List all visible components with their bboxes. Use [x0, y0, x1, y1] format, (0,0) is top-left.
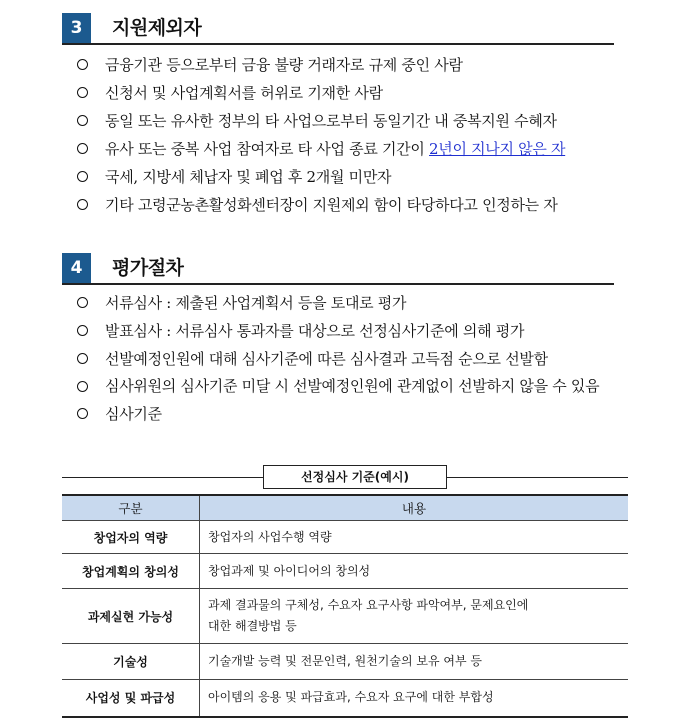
criteria-table — [62, 494, 628, 718]
circle-bullet-icon — [77, 353, 88, 364]
list-item: 금융기관 등으로부터 금융 불량 거래자로 규제 중인 사람 — [77, 51, 637, 79]
criteria-value-line: 대한 해결방법 등 — [208, 619, 297, 633]
circle-bullet-icon — [77, 171, 88, 182]
criteria-value: 기술개발 능력 및 전문인력, 원천기술의 보유 여부 등 — [200, 644, 629, 680]
table-caption: 선정심사 기준(예시) — [263, 465, 447, 489]
criteria-value — [200, 589, 629, 644]
criteria-value: 창업자의 사업수행 역량 — [200, 521, 629, 554]
list-item: 선발예정인원에 대해 심사기준에 따른 심사결과 고득점 순으로 선발함 — [77, 345, 637, 373]
table-row — [62, 644, 628, 680]
table-row — [62, 680, 628, 717]
section-3-title: 지원제외자 — [112, 17, 202, 39]
circle-bullet-icon — [77, 143, 88, 154]
circle-bullet-icon — [77, 381, 88, 392]
section-4-header — [62, 253, 614, 285]
table-row — [62, 521, 628, 554]
list-item: 서류심사 : 제출된 사업계획서 등을 토대로 평가 — [77, 289, 637, 317]
section-3-number: 3 — [62, 13, 91, 43]
section-4-title: 평가절차 — [112, 257, 184, 279]
list-item: 기타 고령군농촌활성화센터장이 지원제외 함이 타당하다고 인정하는 자 — [77, 191, 637, 219]
list-item: 국세, 지방세 체납자 및 폐업 후 2개월 미만자 — [77, 163, 637, 191]
section-3-list — [77, 51, 637, 219]
table-row — [62, 554, 628, 589]
circle-bullet-icon — [77, 199, 88, 210]
criteria-value-line: 과제 결과물의 구체성, 수요자 요구사항 파악여부, 문제요인에 — [208, 598, 529, 612]
circle-bullet-icon — [77, 325, 88, 336]
column-header: 내용 — [200, 495, 629, 521]
highlighted-text: 2년이 지나지 않은 자 — [429, 140, 566, 158]
list-item: 동일 또는 유사한 정부의 타 사업으로부터 동일기간 내 중복지원 수혜자 — [77, 107, 637, 135]
criteria-key: 과제실현 가능성 — [62, 589, 200, 644]
list-item: 심사위원의 심사기준 미달 시 선발예정인원에 관계없이 선발하지 않을 수 있음 — [77, 373, 630, 400]
column-header: 구분 — [62, 495, 200, 521]
circle-bullet-icon — [77, 87, 88, 98]
list-item: 신청서 및 사업계획서를 허위로 기재한 사람 — [77, 79, 637, 107]
circle-bullet-icon — [77, 297, 88, 308]
list-item: 발표심사 : 서류심사 통과자를 대상으로 선정심사기준에 의해 평가 — [77, 317, 637, 345]
table-header-row — [62, 495, 628, 521]
section-4-number: 4 — [62, 253, 91, 283]
criteria-key: 창업계획의 창의성 — [62, 554, 200, 589]
circle-bullet-icon — [77, 59, 88, 70]
criteria-value: 창업과제 및 아이디어의 창의성 — [200, 554, 629, 589]
table-caption-area — [62, 465, 628, 489]
list-item: 유사 또는 중복 사업 참여자로 타 사업 종료 기간이 2년이 지나지 않은 자 — [77, 135, 637, 163]
criteria-value: 아이템의 응용 및 파급효과, 수요자 요구에 대한 부합성 — [200, 680, 629, 717]
criteria-key: 창업자의 역량 — [62, 521, 200, 554]
section-4-list — [77, 289, 637, 428]
section-3-header — [62, 13, 614, 45]
criteria-key: 사업성 및 파급성 — [62, 680, 200, 717]
circle-bullet-icon — [77, 408, 88, 419]
circle-bullet-icon — [77, 115, 88, 126]
table-row — [62, 589, 628, 644]
list-item: 심사기준 — [77, 400, 637, 428]
criteria-key: 기술성 — [62, 644, 200, 680]
